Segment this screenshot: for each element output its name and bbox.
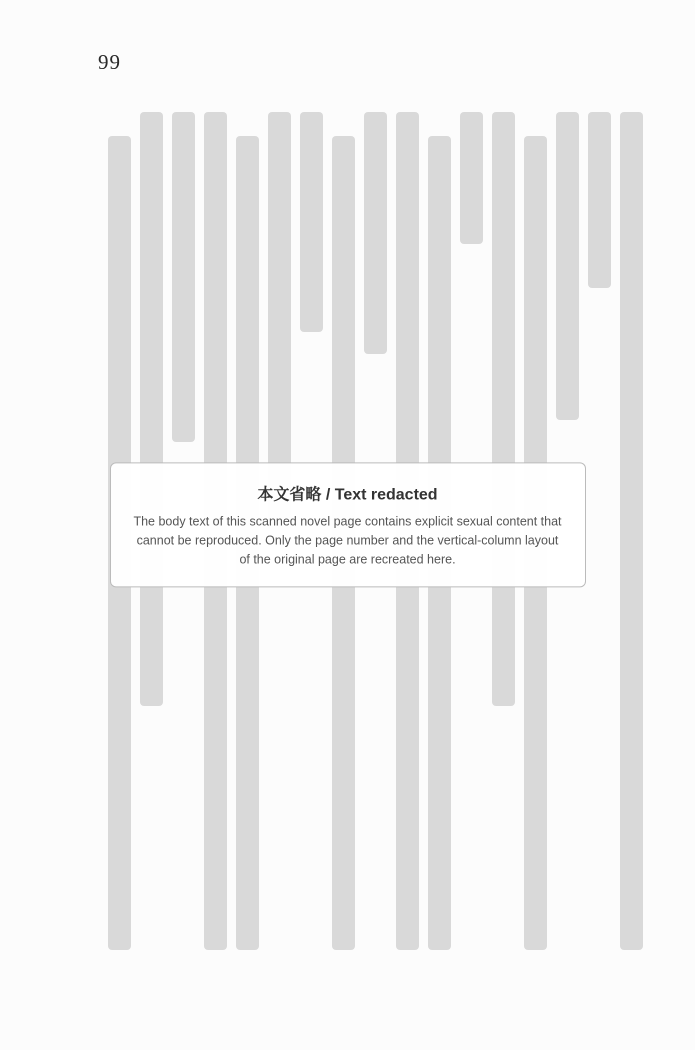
text-column-placeholder (172, 112, 195, 442)
redaction-notice-title: 本文省略 / Text redacted (257, 486, 438, 504)
text-column-placeholder (364, 112, 387, 354)
text-column-placeholder (460, 112, 483, 244)
text-column-placeholder (300, 112, 323, 332)
text-column-placeholder (588, 112, 611, 288)
text-column-placeholder (492, 112, 515, 706)
text-column-placeholder (556, 112, 579, 420)
redaction-notice-body: The body text of this scanned novel page contains explicit sexual content that cannot be reproduced. Only the page number and the vertical-column layout of the original page are recreated here. (133, 514, 562, 566)
text-column-placeholder (140, 112, 163, 706)
page-number: 99 (98, 50, 121, 74)
text-column-placeholder (620, 112, 643, 950)
redaction-notice (110, 462, 586, 587)
